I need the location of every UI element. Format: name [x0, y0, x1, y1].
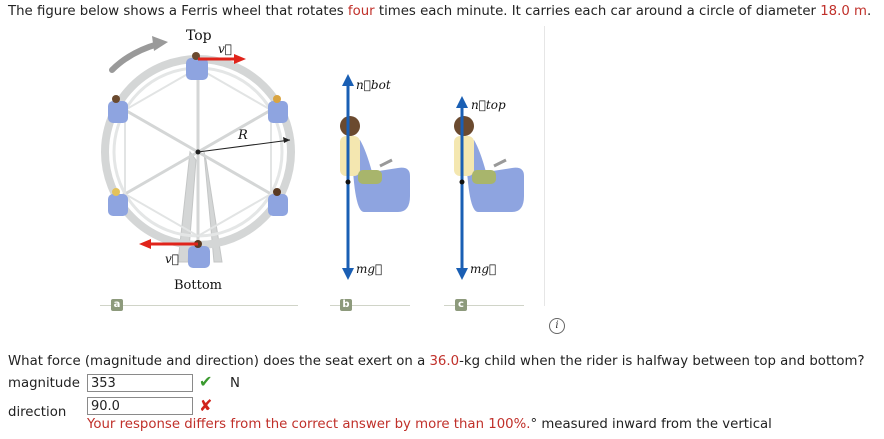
- question-part2: -kg child when the rider is halfway between top and bottom?: [459, 354, 865, 369]
- weight-arrowhead-bottom: [342, 268, 354, 280]
- child-head: [340, 116, 360, 136]
- child-head: [454, 116, 474, 136]
- velocity-label-bottom: v⃗: [165, 252, 179, 266]
- top-label: Top: [186, 28, 212, 44]
- subfig-a-badge: a: [111, 299, 123, 311]
- weight-label-bottom: mg⃗: [356, 262, 383, 276]
- subfig-a-rule: [100, 305, 298, 306]
- subfig-c-badge: c: [455, 299, 467, 311]
- diameter-value: 18.0 m: [820, 4, 867, 19]
- velocity-arrowhead-top: [234, 54, 246, 64]
- problem-text-2: times each minute. It carries each car around a circle of diameter: [374, 4, 821, 19]
- ferris-wheel-figure: [95, 22, 310, 287]
- child-shorts: [358, 170, 382, 184]
- question-text: [8, 354, 865, 369]
- direction-label: direction: [8, 405, 67, 420]
- direction-unit-text: ° measured inward from the vertical: [530, 417, 772, 432]
- free-body-bottom: [322, 72, 414, 284]
- child-shorts: [472, 170, 496, 184]
- bottom-label: Bottom: [174, 278, 222, 293]
- normal-force-label-bottom: n⃗bot: [356, 78, 391, 92]
- steering: [380, 160, 392, 166]
- contact-point-top: [460, 180, 465, 185]
- magnitude-input[interactable]: 353: [87, 374, 193, 392]
- feedback-text: Your response differs from the correct answer by more than 100%.: [87, 417, 531, 432]
- velocity-arrowhead-bottom: [139, 239, 151, 249]
- weight-label-top: mg⃗: [470, 262, 497, 276]
- velocity-label-top: v⃗: [218, 42, 232, 56]
- free-body-top: [448, 92, 532, 284]
- subfig-b-badge: b: [340, 299, 352, 311]
- rotation-count: four: [347, 4, 375, 19]
- question-part1: What force (magnitude and direction) does the seat exert on a: [8, 354, 430, 369]
- magnitude-unit: N: [230, 376, 240, 391]
- problem-text-3: .: [867, 4, 872, 19]
- mass-value: 36.0: [429, 354, 460, 369]
- child-shirt: [454, 136, 474, 176]
- child-shirt: [340, 136, 360, 176]
- normal-force-arrowhead-bottom: [342, 74, 354, 86]
- normal-force-label-top: n⃗top: [471, 98, 506, 112]
- problem-statement: [8, 4, 871, 19]
- direction-input[interactable]: 90.0: [87, 397, 193, 415]
- hub: [196, 150, 201, 155]
- contact-point-bottom: [346, 180, 351, 185]
- radius-label: R: [238, 128, 248, 143]
- figure-divider: [544, 26, 545, 306]
- info-icon[interactable]: i: [549, 318, 565, 334]
- incorrect-x-icon: ✘: [199, 396, 213, 415]
- rotation-arrowhead: [152, 36, 168, 51]
- rotation-arrow: [112, 44, 158, 70]
- normal-force-arrowhead-top: [456, 96, 468, 108]
- correct-check-icon: ✔: [199, 372, 213, 391]
- weight-arrowhead-top: [456, 268, 468, 280]
- problem-text: The figure below shows a Ferris wheel that rotates: [8, 4, 348, 19]
- direction-feedback: [87, 417, 772, 432]
- magnitude-label: magnitude: [8, 376, 80, 391]
- steering: [494, 160, 506, 166]
